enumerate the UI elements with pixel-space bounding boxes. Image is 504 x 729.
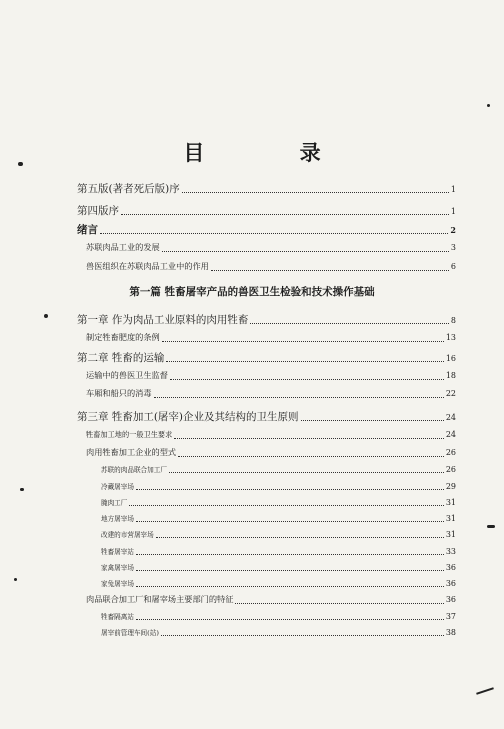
part-heading: 第一篇 牲畜屠宰产品的兽医卫生检验和技术操作基础: [129, 286, 375, 298]
toc-entry-page: 36: [445, 563, 456, 572]
toc-entry: [77, 312, 456, 327]
toc-entry-page: 24: [445, 413, 456, 422]
toc-entry: [86, 242, 456, 253]
toc-entry-page: 26: [445, 465, 456, 474]
dot-leader: [235, 602, 443, 604]
dot-leader: [301, 419, 444, 421]
toc-entry-label: 肉品联合加工厂和屠宰场主要部门的特征: [86, 594, 234, 604]
toc-entry-page: 29: [445, 482, 456, 491]
dot-leader: [100, 232, 448, 234]
toc-entry: [77, 203, 456, 218]
toc-entry-label: 制定牲畜肥度的条例: [86, 332, 160, 342]
toc-entry-page: 31: [445, 514, 456, 523]
toc-entry: [101, 627, 456, 637]
toc-entry: [77, 350, 456, 365]
toc-entry-label: 牲畜隔离站: [101, 613, 134, 621]
toc-entry: [101, 562, 456, 572]
toc-entry-label: 牲畜屠宰站: [101, 548, 134, 556]
toc-entry-page: 1: [450, 207, 456, 216]
toc-entry: [77, 222, 456, 237]
toc-entry-page: 24: [445, 430, 456, 439]
dot-leader: [178, 455, 444, 457]
toc-entry-label: 绪言: [77, 224, 98, 236]
toc-entry: [86, 447, 456, 458]
toc-entry-label: 家禽屠宰场: [101, 564, 134, 572]
dot-leader: [136, 553, 444, 555]
toc-entry-page: 13: [445, 333, 456, 342]
toc-entry-label: 第一章 作为肉品工业原料的肉用牲畜: [77, 314, 249, 326]
toc-entry: [77, 409, 456, 424]
dot-leader: [136, 618, 444, 620]
scan-speck: [14, 578, 17, 581]
toc-entry: [101, 529, 456, 539]
toc-entry-page: 31: [445, 498, 456, 507]
dot-leader: [162, 250, 449, 252]
dot-leader: [166, 360, 443, 362]
dot-leader: [182, 191, 449, 193]
toc-entry: [86, 430, 456, 440]
dot-leader: [162, 340, 444, 342]
toc-entry-page: 31: [445, 530, 456, 539]
toc-entry-page: 37: [445, 612, 456, 621]
dot-leader: [174, 437, 444, 439]
toc-entry: [86, 332, 456, 343]
toc-entry-page: 2: [450, 225, 456, 235]
dot-leader: [136, 585, 444, 587]
toc-entry-label: 牲畜加工地的一般卫生要求: [86, 430, 173, 439]
toc-entry: [86, 261, 456, 272]
scan-speck: [487, 104, 490, 107]
toc-entry-page: 38: [445, 628, 456, 637]
toc-entry-page: 8: [450, 316, 456, 325]
scan-speck: [44, 314, 48, 318]
toc-entry-label: 肉用牲畜加工企业的型式: [86, 447, 177, 457]
dot-leader: [136, 488, 444, 490]
toc-entry-label: 第五版(著者死后版)序: [77, 183, 180, 195]
scan-speck: [18, 162, 23, 166]
toc-entry-label: 第三章 牲畜加工(屠宰)企业及其结构的卫生原则: [77, 411, 299, 423]
dot-leader: [250, 322, 449, 324]
dot-leader: [156, 536, 444, 538]
dot-leader: [154, 396, 444, 398]
dot-leader: [170, 378, 444, 380]
scan-speck: [487, 525, 495, 528]
dot-leader: [129, 504, 443, 506]
toc-entry-page: 26: [445, 448, 456, 457]
toc-entry: [86, 594, 456, 605]
toc-entry-label: 运输中的兽医卫生监督: [86, 370, 168, 380]
toc-entry-page: 36: [445, 579, 456, 588]
toc-entry: [101, 546, 456, 556]
toc-entry-page: 18: [445, 371, 456, 380]
toc-entry: [101, 578, 456, 588]
toc-entry-page: 3: [450, 243, 456, 252]
toc-entry: [101, 513, 456, 523]
dot-leader: [211, 269, 449, 271]
toc-entry-page: 16: [445, 354, 456, 363]
toc-entry-label: 地方屠宰场: [101, 515, 134, 523]
toc-entry-label: 屠宰前管理车间(站): [101, 629, 159, 637]
toc-entry-page: 36: [445, 595, 456, 604]
toc-entry: [101, 464, 456, 474]
toc-entry: [101, 481, 456, 491]
dot-leader: [121, 213, 449, 215]
toc-entry: [101, 497, 456, 507]
dot-leader: [169, 471, 444, 473]
toc-entry-label: 家兔屠宰场: [101, 580, 134, 588]
toc-entry-label: 改建的市营屠宰场: [101, 531, 154, 539]
toc-entry-label: 车厢和船只的消毒: [86, 388, 152, 398]
scan-speck: [20, 488, 24, 491]
toc-entry-label: 第四版序: [77, 205, 119, 217]
toc-entry-label: 第二章 牲畜的运输: [77, 352, 165, 364]
toc-entry: [86, 370, 456, 381]
toc-entry: [101, 611, 456, 621]
toc-entry-label: 苏联的肉品联合加工厂: [101, 466, 167, 474]
toc-entry-label: 腌肉工厂: [101, 499, 128, 507]
toc-entry: [77, 181, 456, 196]
scan-speck: [476, 687, 494, 694]
toc-entry-label: 冷藏屠宰场: [101, 483, 134, 491]
page-title: 目 录: [183, 140, 365, 165]
dot-leader: [136, 520, 444, 522]
toc-entry-page: 6: [450, 262, 456, 271]
toc-entry-page: 1: [450, 185, 456, 194]
toc-entry-page: 33: [445, 547, 456, 556]
dot-leader: [161, 634, 444, 636]
toc-entry-label: 兽医组织在苏联肉品工业中的作用: [86, 261, 209, 271]
toc-entry-label: 苏联肉品工业的发展: [86, 242, 160, 252]
dot-leader: [136, 569, 444, 571]
toc-entry: [86, 388, 456, 399]
toc-entry-page: 22: [445, 389, 456, 398]
